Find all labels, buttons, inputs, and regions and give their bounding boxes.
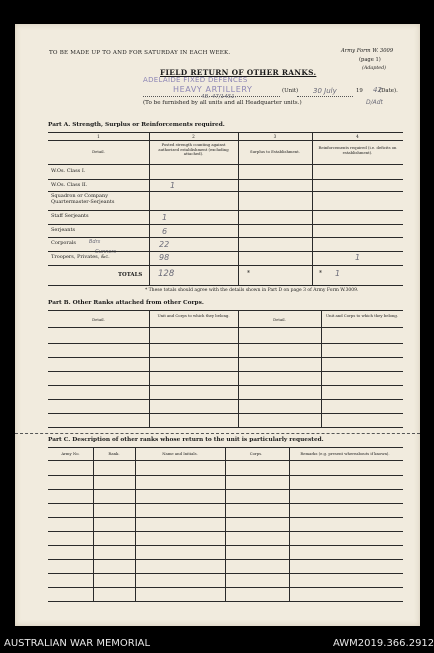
part-a-col-divider [238,132,239,285]
part-a-row-rule [48,265,403,266]
part-c-col-divider [289,447,290,601]
date-label: (Date). [379,88,398,94]
part-b-row-rule [48,385,403,386]
part-a-row-rule [48,191,403,192]
row-label-serjeants: Serjeants [51,227,76,233]
part-a-top-rule [48,132,403,133]
footer-institution: AUSTRALIAN WAR MEMORIAL [4,638,151,649]
cell-strength-staff-serjeants: 1 [162,213,168,222]
year-prefix: 19 [356,88,363,94]
row-label-wo2: W.Os. Class II. [51,182,88,188]
row-label-corporals: Corporals [51,240,76,246]
part-a-row-rule [48,179,403,180]
part-b-header-detail-2: Detail. [273,317,286,322]
part-b-col-divider [238,310,239,427]
part-b-col-divider [321,310,322,427]
form-id: Army Form W. 3009 [341,48,394,54]
cell-strength-serjeants: 6 [162,227,168,236]
part-c-header-corps: Corps. [249,451,263,456]
part-a-bottom-rule [48,285,403,286]
total-strength: 128 [158,269,175,279]
handwritten-year: 42 [373,86,382,94]
page-number: (page 1) [359,57,381,63]
unit-stamp-line2: HEAVY ARTILLERY [173,85,253,94]
troopers-annotation: Gunners [95,249,117,255]
part-a-row-rule [48,251,403,252]
part-a-colnum-1: 1 [97,134,100,139]
part-a-colnum-4: 4 [356,134,359,139]
row-label-staff-serjeants: Staff Serjeants [51,213,89,219]
part-b-row-rule [48,357,403,358]
part-a-row-rule [48,210,403,211]
part-b-header-detail-1: Detail. [92,317,105,322]
part-a-colnum-rule [48,140,403,141]
cell-strength-troopers: 98 [159,253,170,262]
part-b-row-rule [48,399,403,400]
handwritten-reference: 4B. 47/1451. [201,94,237,100]
part-c-col-divider [93,447,94,601]
cell-reinf-troopers: 1 [355,253,361,262]
part-c-header-army-no: Army No. [61,451,80,456]
part-a-header-strength: Posted strength counting against authorized establishment (excluding attached). [158,142,229,157]
part-b-title: Part B. Other Ranks attached from other Corps. [48,300,204,306]
part-c-title: Part C. Description of other ranks whose return to the unit is particularly requested. [48,437,324,443]
part-a-header-surplus: Surplus to Establishment. [250,149,300,154]
submission-instruction: TO BE MADE UP TO AND FOR SATURDAY IN EACH WEEK. [49,50,231,56]
part-c-header-remarks: Remarks (e.g. present whereabouts if known). [300,451,390,456]
part-c-col-divider [135,447,136,601]
handwritten-date: 30 July [313,87,337,95]
total-reinf-marker: * [319,270,322,277]
unit-stamp-line1: ADELAIDE FIXED DEFENCES [143,76,248,84]
part-b-col-divider [149,310,150,427]
part-b-top-rule [48,310,403,311]
part-a-title: Part A. Strength, Surplus or Reinforcements required. [48,122,225,128]
handwritten-signature: D/Adt [366,99,383,106]
form-title: FIELD RETURN OF OTHER RANKS. [160,68,317,77]
part-a-row-rule [48,237,403,238]
cell-strength-wo2: 1 [170,181,176,190]
part-b-row-rule [48,371,403,372]
part-a-row-rule [48,224,403,225]
row-label-troopers: Troopers, Privates, &c. [51,254,110,260]
part-a-header-rule [48,164,403,165]
part-a-colnum-3: 3 [273,134,277,139]
part-b-header-unit-1: Unit and Corps to which they belong. [157,313,230,318]
part-a-header-reinforcements: Reinforcements required (i.e. deficits on establishment). [318,145,397,155]
part-b-row-rule [48,343,403,344]
part-b-row-rule [48,413,403,414]
part-c-bottom-rule [48,601,403,602]
footer-accession-number: AWM2019.366.2912 [333,638,434,649]
part-a-header-detail: Detail. [92,149,105,154]
cell-strength-corporals: 22 [159,240,170,249]
total-surplus: * [247,270,250,277]
part-a-colnum-2: 2 [192,134,195,139]
part-a-col-divider [312,132,313,285]
part-c-header-name: Name and Initials. [162,451,198,456]
part-b-header-unit-2: Unit and Corps to which they belong. [325,313,399,318]
furnish-note: (To be furnished by all units and all Headquarter units.) [143,100,302,106]
corporals-annotation: Bdrs [89,239,101,245]
adapted-note: (Adapted) [362,66,387,71]
part-b-bottom-rule [48,427,403,428]
part-c-header-rank: Rank. [108,451,120,456]
part-c-col-divider [225,447,226,601]
unit-label: (Unit) [282,88,299,94]
totals-label: TOTALS [118,272,143,278]
form-sheet [15,24,420,626]
perforation-line [15,433,420,434]
date-underline [297,96,353,97]
total-reinf: 1 [335,269,341,278]
row-label-cqms: Squadron or Company Quartermaster-Serjeants [51,193,115,205]
row-label-wo1: W.Os. Class I. [51,168,86,174]
part-a-col-divider [149,132,150,285]
part-a-footnote: * These totals should agree with the details shown in Part D on page 3 of Army Form W.3009. [145,288,359,293]
part-b-header-rule [48,327,403,328]
